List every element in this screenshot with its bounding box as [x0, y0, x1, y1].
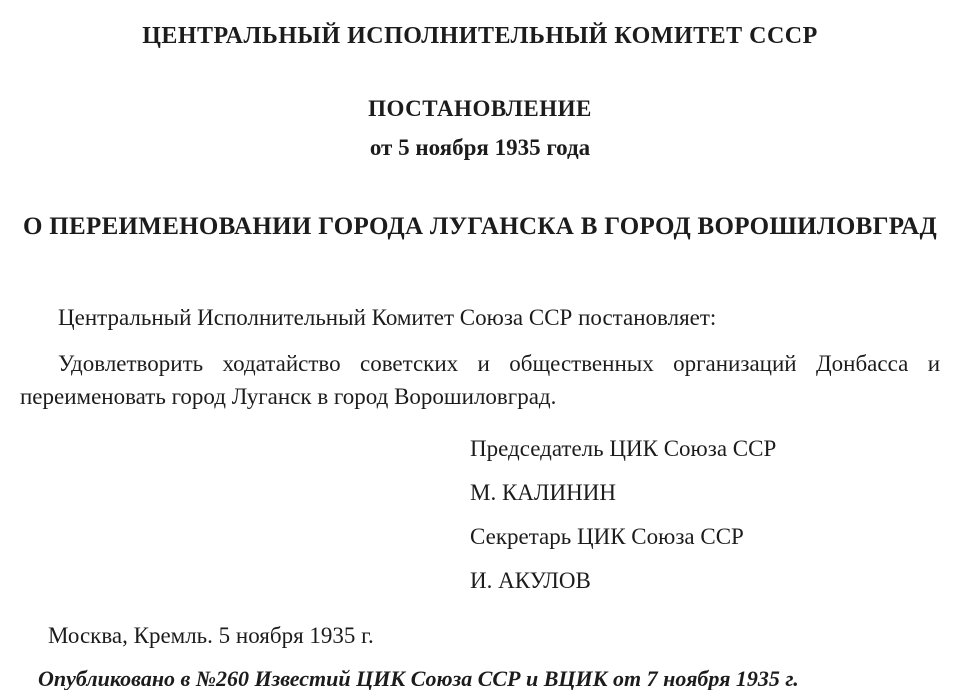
signature-title-chairman: Председатель ЦИК Союза ССР	[470, 436, 777, 461]
publication-note: Опубликовано в №260 Известий ЦИК Союза ССР и ВЦИК от 7 ноября 1935 г.	[38, 666, 799, 690]
signature-name-akulov: И. АКУЛОВ	[470, 568, 591, 593]
document-subject-heading: О ПЕРЕИМЕНОВАНИИ ГОРОДА ЛУГАНСКА В ГОРОД ВОРОШИЛОВГРАД	[22, 213, 937, 240]
body-paragraph-preamble: Центральный Исполнительный Комитет Союза ССР постановляет:	[58, 305, 717, 330]
signature-block	[470, 435, 940, 594]
document-type-heading: ПОСТАНОВЛЕНИЕ	[368, 96, 592, 121]
organization-title: ЦЕНТРАЛЬНЫЙ ИСПОЛНИТЕЛЬНЫЙ КОМИТЕТ СССР	[142, 23, 818, 49]
place-date-line: Москва, Кремль. 5 ноября 1935 г.	[48, 623, 374, 648]
signature-title-secretary: Секретарь ЦИК Союза ССР	[470, 524, 744, 549]
signature-name-kalinin: М. КАЛИНИН	[470, 480, 616, 505]
document-date-line: от 5 ноября 1935 года	[369, 135, 591, 160]
body-paragraph-resolution: Удовлетворить ходатайство советских и общественных организаций Донбасса и переименовать город Луганск в город Ворошиловград.	[20, 351, 940, 409]
